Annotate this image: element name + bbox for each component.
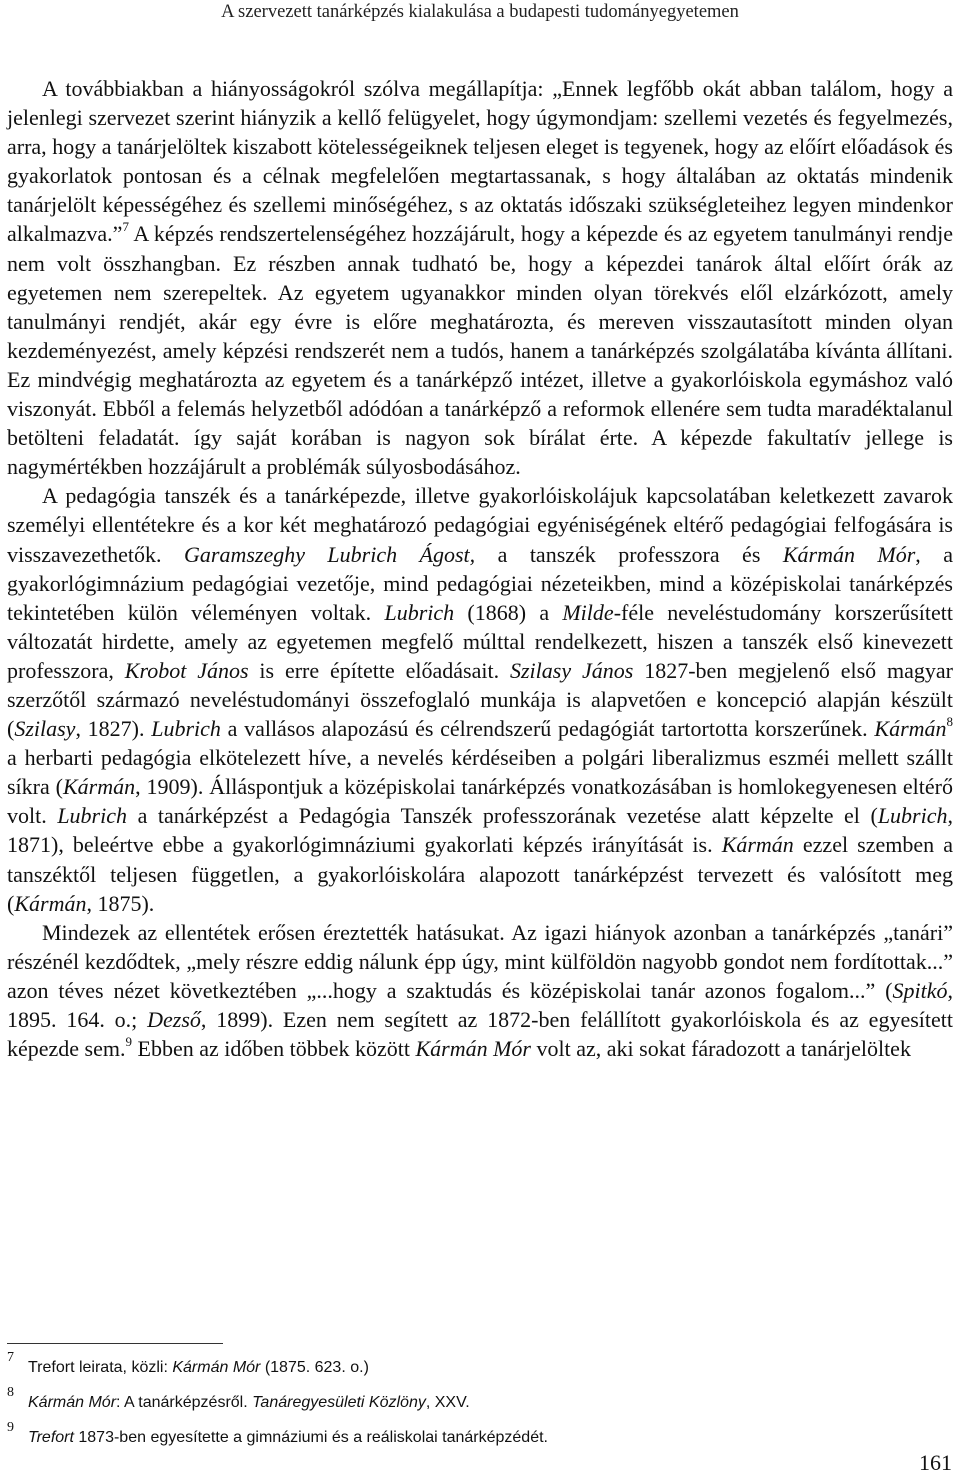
italic-run: Garamszeghy Lubrich Ágost, — [184, 541, 476, 567]
text-run: (1868) a — [454, 599, 563, 625]
footnote-ref: 7 — [122, 219, 129, 235]
italic-run: Krobot János — [124, 657, 249, 683]
footnote-number: 7 — [7, 1350, 14, 1365]
text-run: a tanszék professzora és — [475, 541, 783, 567]
text-run: -féle neveléstudomány korszerűsített változatát hirdette, amely az egyetemen megfelő múlttal rendelkezett, hiszen a tanszék első kinevezett professzora, — [7, 599, 953, 683]
text-run: volt az, aki sokat fáradozott a tanárjelöltek — [531, 1036, 911, 1062]
footnote-ref: 8 — [946, 713, 954, 729]
text-run: , 1895. 164. o.; — [7, 977, 953, 1032]
footnote-8 — [7, 1385, 953, 1420]
footnote-ref: 9 — [125, 1033, 132, 1049]
italic-run: Kármán — [62, 774, 136, 800]
footnote-number: 8 — [7, 1385, 14, 1400]
footnote-text — [28, 1394, 470, 1412]
footnote-number: 9 — [7, 1420, 14, 1435]
italic-run: Kármán — [874, 716, 947, 742]
text-run: , 1899). Ezen nem segített az 1872-ben felállított gyakorlóiskola és az egyesített képezde sem. — [7, 1007, 953, 1062]
text-run: , 1909). Álláspontjuk a középiskolai tanárképzés vonatkozásában is homlokegyenesen eltérő volt. — [7, 774, 953, 829]
text-run: , 1827). — [75, 716, 152, 742]
footnote-9 — [7, 1420, 953, 1455]
italic-run: Kármán — [14, 890, 87, 916]
footnote-text — [28, 1429, 548, 1447]
text-run: A továbbiakban a hiányosságokról szólva megállapítja: „Ennek legfőbb okát abban találom, hogy a jelenlegi szervezet szerint hiányzik a kellő felügyelet, hogy úgymondjam: szellemi vezetés és fegyelmezés, arra, hogy a tanárjelöltek kiszabott kötelességeiknek teljesen eleget is tegyenek, hogy az előírt előadások és gyakorlatok pontosan és a célnak megfelelően megtartassanak, s hogy általában az oktatás mindenik tanárjelölt képességéhez és szellemi minőségéhez, s az oktatás időszaki szükségleteihez legyen mindenkor alkalmazva.” — [7, 76, 953, 247]
italic-run: Lubrich — [877, 803, 948, 829]
text-run: A pedagógia tanszék és a tanárképezde, illetve gyakorlóiskolájuk kapcsolatában keletkezett zavarok személyi ellentétekre és a kor két meghatározó pedagógiai egyéniségének eltérő pedagógiai felfogására is visszavezethetők. — [7, 483, 953, 567]
italic-run: Kármán — [721, 832, 794, 858]
text-run: Trefort leirata, közli: — [28, 1359, 173, 1376]
italic-run: Spitkó — [892, 977, 948, 1003]
italic-run: Kármán Mór — [415, 1036, 531, 1062]
italic-run: Lubrich — [384, 599, 455, 625]
text-run: 1827-ben megjelenő első magyar szerzőtől származó neveléstudományi összefoglaló munkája is alapvetően e koncepció alapján készült ( — [7, 657, 953, 742]
running-header: A szervezett tanárképzés kialakulása a budapesti tudományegyetemen — [221, 2, 739, 22]
italic-run: Lubrich — [151, 716, 221, 742]
italic-run: Tanáregyesületi Közlöny — [252, 1394, 426, 1411]
page-number: 161 — [919, 1450, 952, 1475]
text-run: , 1875). — [86, 890, 155, 916]
text-run: 1873-ben egyesítette a gimnáziumi és a reáliskolai tanárképzédét. — [73, 1429, 548, 1446]
italic-run: Kármán Mór — [28, 1394, 117, 1411]
italic-run: Milde — [562, 599, 614, 625]
italic-run: Lubrich — [57, 803, 127, 829]
italic-run: Kármán Mór — [782, 541, 916, 567]
italic-run: Dezső — [147, 1007, 201, 1032]
paragraph-2 — [7, 481, 953, 917]
text-run: A képzés rendszertelenségéhez hozzájárult, hogy a képezde és az egyetem tanulmányi rendje nem volt összhangban. Ez részben annak tudható be, hogy a képezdei tanárok által előírt órák az egyetemen nem szerepeltek. Az egyetem ugyanakkor minden olyan törekvés elől elzárkózott, amely tanulmányi rendjét, akár egy évre is előre meghatározta, és mereven visszautasított minden olyan kezdeményezést, amely képzési rendszerét nem a tudós, hanem a tanárképzés szolgálatába kívánta állítani. Ez mindvégig meghatározta az egyetem és a tanárképző intézet, illetve a gyakorlóiskola egymáshoz való viszonyát. Ebből a felemás helyzetből adódóan a tanárképző a reformok ellenére sem tudta maradéktalanul betölteni feladatát. így saját korában is nagyon sok bírálat érte. A képezde fakultatív jellege is nagymértékben hozzájárult a problémák súlyosbodásához. — [7, 221, 953, 480]
footnote-text — [28, 1359, 369, 1377]
text-run: a vallásos alapozású és célrendszerű pedagógiát tartortotta korszerűnek. — [220, 716, 875, 742]
paragraph-1 — [7, 74, 953, 481]
text-run: a herbarti pedagógia elkötelezett híve, a nevelés kérdéseiben a polgári liberalizmus eszméi mellett szállt síkra ( — [7, 745, 953, 800]
footnote-7 — [7, 1350, 953, 1385]
text-run: (1875. 623. o.) — [260, 1359, 369, 1376]
text-run: : A tanárképzésről. — [116, 1394, 253, 1411]
paragraph-3 — [7, 918, 953, 1063]
italic-run: Kármán Mór — [172, 1359, 261, 1376]
italic-run: Szilasy — [14, 716, 76, 742]
text-run: ezzel szemben a tanszéktől teljesen független, a gyakorlóiskolára alapozott tanárképzést tervezett és valósított meg ( — [7, 832, 953, 916]
text-run: is erre építette előadásait. — [248, 657, 510, 683]
italic-run: Trefort — [28, 1429, 74, 1446]
footnotes — [7, 1350, 953, 1455]
footnote-separator — [7, 1343, 223, 1344]
text-run: Mindezek az ellentétek erősen éreztették hatásukat. Az igazi hiányok azonban a tanárképzés „tanári” részénél kezdődtek, „mely részre eddig nálunk épp úgy, mint külföldön nagyobb gondot nem fordítottak...” azon téves nézet következtében „...hogy a szaktudás és középiskolai tanár azonos fogalom...” ( — [7, 919, 953, 1003]
text-run: , 1871), beleértve ebbe a gyakorlógimnáziumi gyakorlati képzés irányítását is. — [7, 803, 953, 858]
text-run: Ebben az időben többek között — [132, 1036, 416, 1062]
italic-run: Szilasy János — [510, 657, 634, 683]
main-text — [7, 74, 953, 1063]
text-run: , XXV. — [425, 1394, 470, 1411]
text-run: , a gyakorlógimnázium pedagógiai vezetője, mind pedagógiai nézeteikben, mind a középiskolai tanárképzés tekintetében külön véleményen voltak. — [7, 541, 954, 625]
text-run: a tanárképzést a Pedagógia Tanszék professzorának vezetése alatt képzelte el ( — [127, 803, 878, 829]
